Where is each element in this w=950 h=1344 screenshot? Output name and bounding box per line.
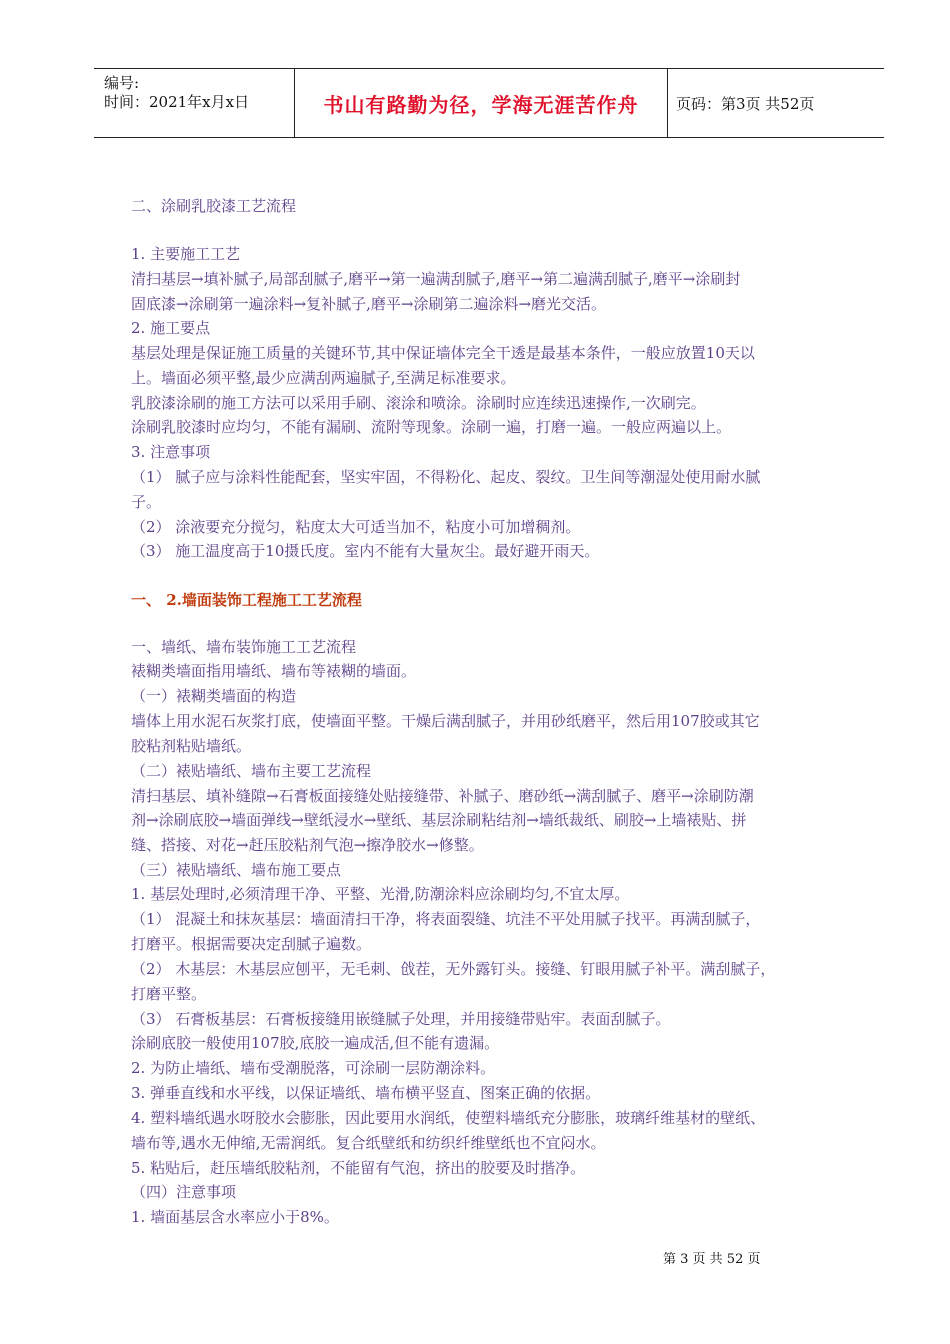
chapter-heading: 一、 2.墙面装饰工程施工工艺流程 — [131, 591, 362, 609]
subsection-heading: （三）裱贴墙纸、墙布施工要点 — [131, 861, 342, 879]
document-time-label: 时间：2021年x月x日 — [104, 93, 250, 111]
paragraph-line: 基层处理是保证施工质量的关键环节,其中保证墙体完全干透是最基本条件，一般应放置10天以 — [131, 344, 755, 362]
header-info-cell — [94, 69, 294, 137]
paragraph-line: 清扫基层→填补腻子,局部刮腻子,磨平→第一遍满刮腻子,磨平→第二遍满刮腻子,磨平→涂刷封 — [131, 270, 741, 288]
document-number-label: 编号: — [104, 74, 140, 92]
paragraph-line: 剂→涂刷底胶→墙面弹线→壁纸浸水→壁纸、基层涂刷粘结剂→墙纸裁纸、刷胶→上墙裱贴、拼 — [131, 811, 747, 829]
subsection-heading: 2. 施工要点 — [131, 319, 211, 337]
header-motto-cell — [294, 69, 668, 137]
paragraph-line: 打磨平。根据需要决定刮腻子遍数。 — [131, 935, 372, 953]
paragraph-line: 1. 墙面基层含水率应小于8%。 — [131, 1208, 339, 1226]
subsection-heading: 3. 注意事项 — [131, 443, 211, 461]
paragraph-line: 墙体上用水泥石灰浆打底，使墙面平整。干燥后满刮腻子，并用砂纸磨平，然后用107胶或其它 — [131, 712, 760, 730]
subsection-heading: （一）裱糊类墙面的构造 — [131, 687, 297, 705]
paragraph-line: 裱糊类墙面指用墙纸、墙布等裱糊的墙面。 — [131, 662, 417, 680]
section-heading: 一、墙纸、墙布装饰施工工艺流程 — [131, 638, 357, 656]
page-footer: 第 3 页 共 52 页 — [663, 1252, 761, 1267]
paragraph-line: 2. 为防止墙纸、墙布受潮脱落，可涂刷一层防潮涂料。 — [131, 1059, 496, 1077]
paragraph-line: 缝、搭接、对花→赶压胶粘剂气泡→擦净胶水→修整。 — [131, 836, 484, 854]
paragraph-line: 1. 基层处理时,必须清理干净、平整、光滑,防潮涂料应涂刷均匀,不宜太厚。 — [131, 885, 630, 903]
subsection-heading: （二）裱贴墙纸、墙布主要工艺流程 — [131, 762, 372, 780]
paragraph-line: （1） 腻子应与涂料性能配套，坚实牢固，不得粉化、起皮、裂纹。卫生间等潮湿处使用耐水腻 — [131, 468, 761, 486]
paragraph-line: 固底漆→涂刷第一遍涂料→复补腻子,磨平→涂刷第二遍涂料→磨光交活。 — [131, 295, 607, 313]
paragraph-line: 胶粘剂粘贴墙纸。 — [131, 737, 252, 755]
paragraph-line: 4. 塑料墙纸遇水呀胶水会膨胀，因此要用水润纸，使塑料墙纸充分膨胀，玻璃纤维基材的壁纸、 — [131, 1109, 766, 1127]
header-page-cell — [666, 69, 884, 137]
paragraph-line: 乳胶漆涂刷的施工方法可以采用手刷、滚涂和喷涂。涂刷时应连续迅速操作,一次刷完。 — [131, 394, 706, 412]
paragraph-line: 5. 粘贴后，赶压墙纸胶粘剂，不能留有气泡，挤出的胶要及时揩净。 — [131, 1159, 586, 1177]
page-header — [94, 68, 884, 138]
paragraph-line: （3） 施工温度高于10摄氏度。室内不能有大量灰尘。最好避开雨天。 — [131, 542, 600, 560]
paragraph-line: 涂刷底胶一般使用107胶,底胶一遍成活,但不能有遗漏。 — [131, 1034, 500, 1052]
paragraph-line: （3） 石膏板基层：石膏板接缝用嵌缝腻子处理，并用接缝带贴牢。表面刮腻子。 — [131, 1010, 671, 1028]
paragraph-line: 上。墙面必须平整,最少应满刮两遍腻子,至满足标准要求。 — [131, 369, 516, 387]
paragraph-line: 子。 — [131, 493, 162, 511]
header-motto: 书山有路勤为径，学海无涯苦作舟 — [323, 92, 639, 117]
paragraph-line: 打磨平整。 — [131, 985, 207, 1003]
paragraph-line: （2） 木基层：木基层应刨平，无毛刺、戗茬，无外露钉头。接缝、钉眼用腻子补平。满刮腻子， — [131, 960, 776, 978]
paragraph-line: 3. 弹垂直线和水平线，以保证墙纸、墙布横平竖直、图案正确的依据。 — [131, 1084, 601, 1102]
subsection-heading: 1. 主要施工工艺 — [131, 245, 241, 263]
subsection-heading: （四）注意事项 — [131, 1183, 237, 1201]
header-page-number: 页码：第3页 共52页 — [676, 94, 815, 113]
paragraph-line: （1） 混凝土和抹灰基层：墙面清扫干净，将表面裂缝、坑洼不平处用腻子找平。再满刮腻子， — [131, 910, 761, 928]
paragraph-line: （2） 涂液要充分搅匀，粘度太大可适当加不，粘度小可加增稠剂。 — [131, 518, 581, 536]
paragraph-line: 清扫基层、填补缝隙→石膏板面接缝处贴接缝带、补腻子、磨砂纸→满刮腻子、磨平→涂刷防潮 — [131, 787, 754, 805]
paragraph-line: 涂刷乳胶漆时应均匀，不能有漏刷、流附等现象。涂刷一遍，打磨一遍。一般应两遍以上。 — [131, 418, 732, 436]
section-heading: 二、涂刷乳胶漆工艺流程 — [131, 197, 297, 215]
paragraph-line: 墙布等,遇水无伸缩,无需润纸。复合纸壁纸和纺织纤维壁纸也不宜闷水。 — [131, 1134, 606, 1152]
